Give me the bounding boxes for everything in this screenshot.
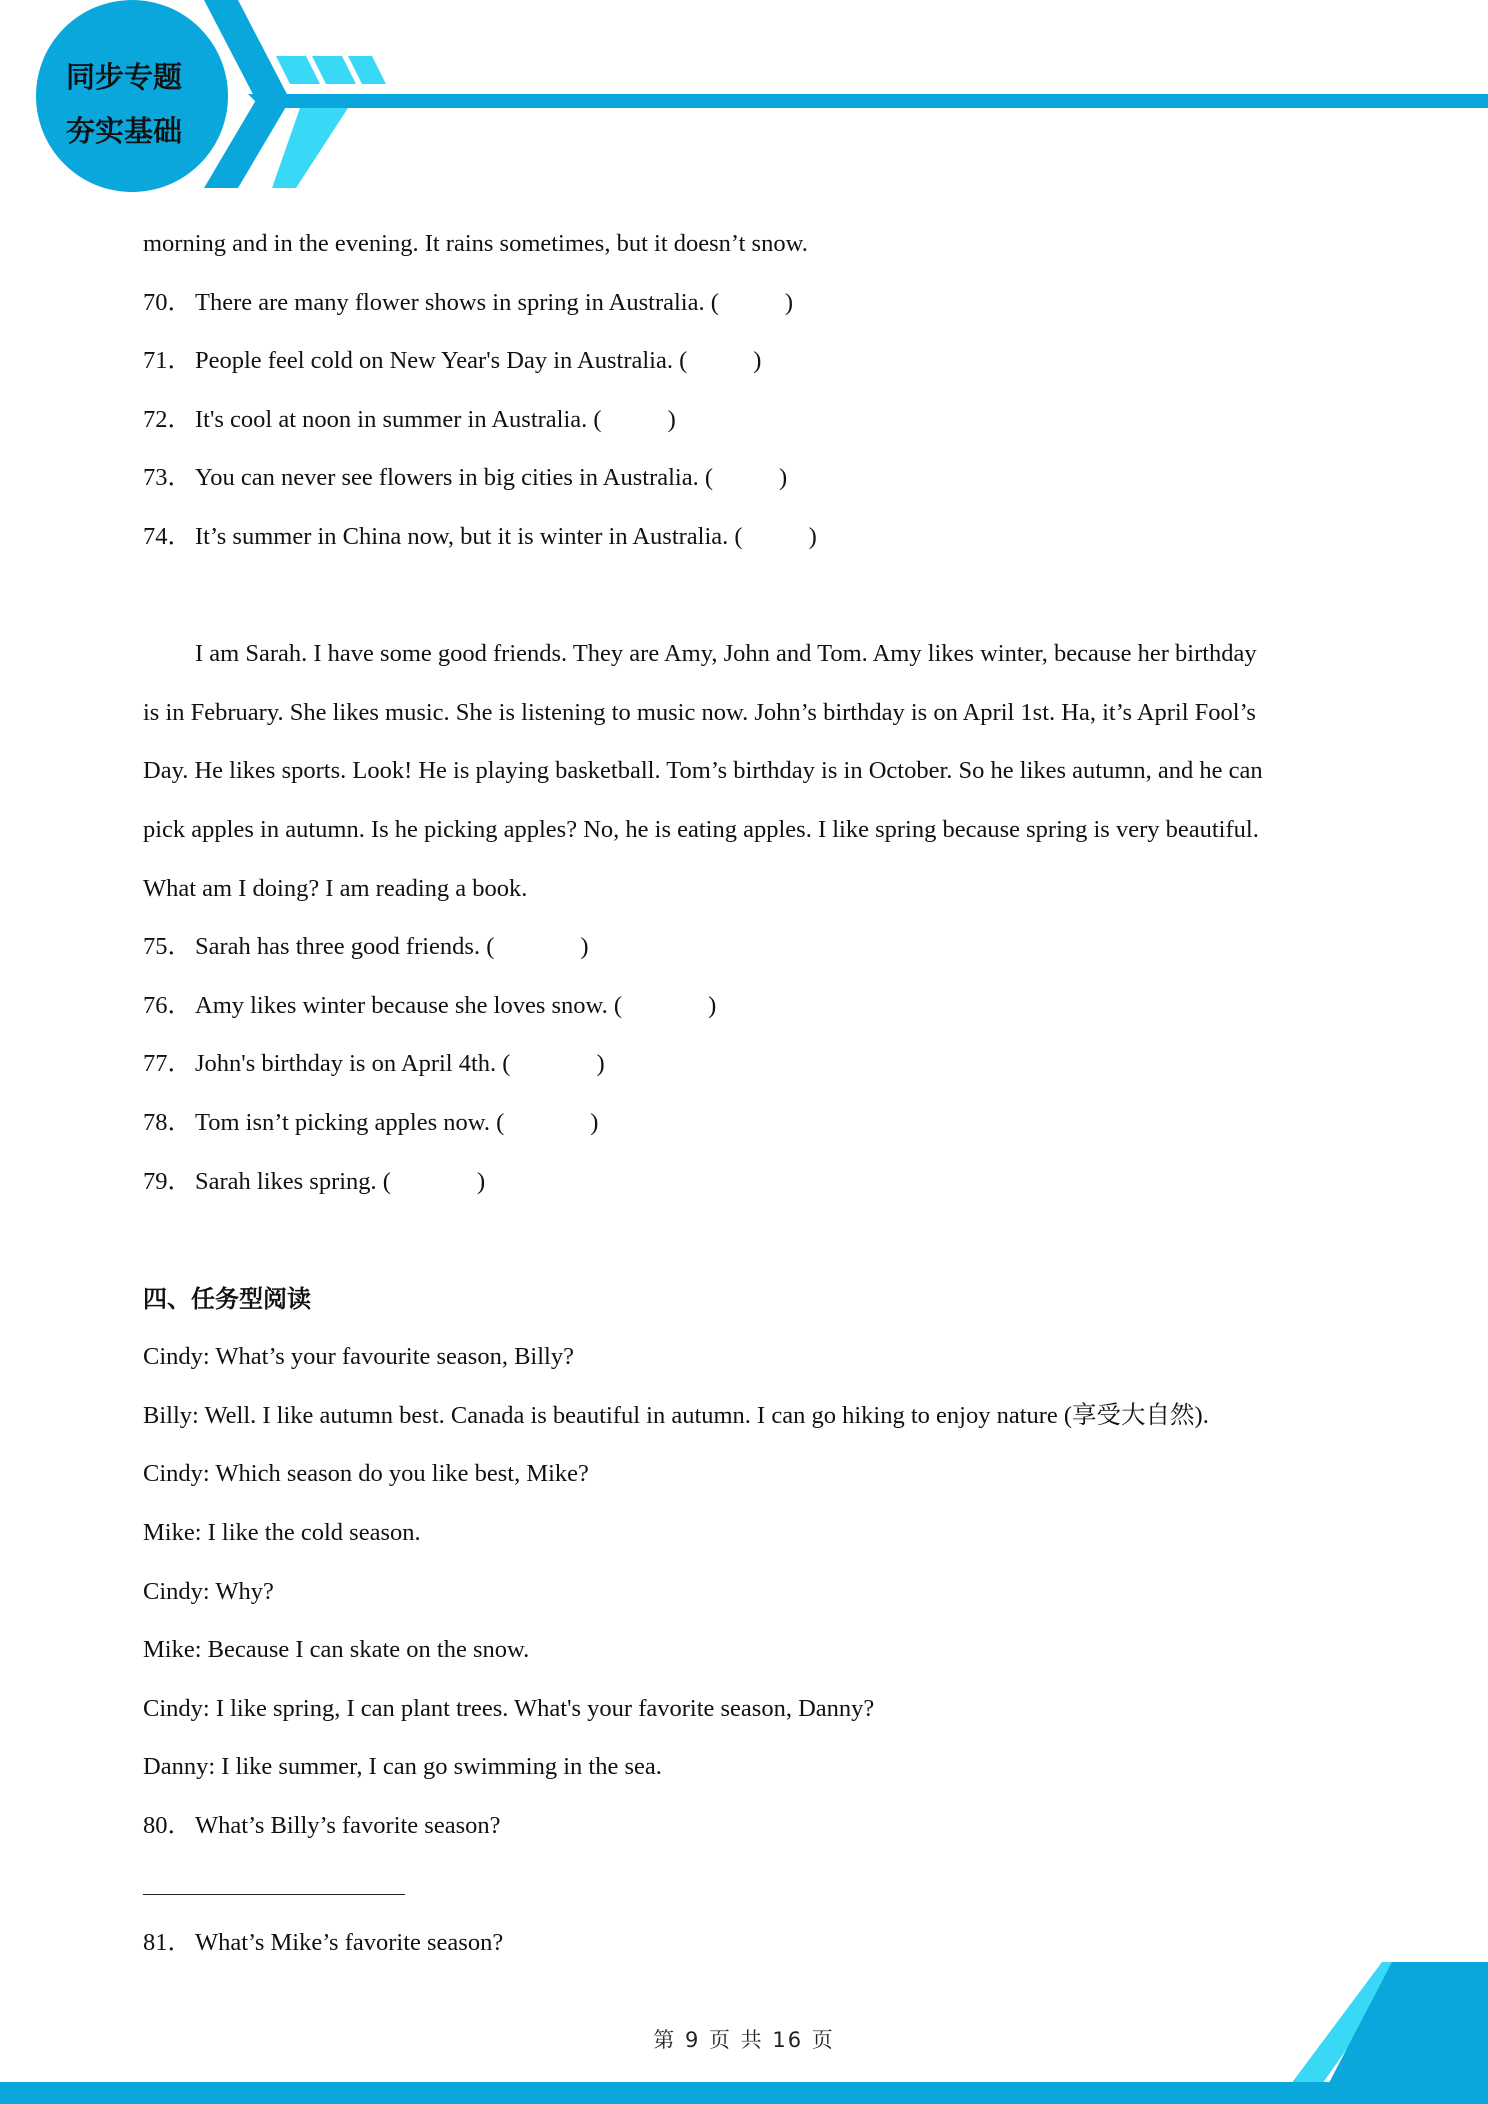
- question-number: 81．: [143, 1929, 192, 1957]
- passage-2-line-1: I am Sarah. I have some good friends. They are Amy, John and Tom. Amy likes winter, because her birthday: [195, 640, 1257, 668]
- passage-2-line-3: Day. He likes sports. Look! He is playing basketball. Tom’s birthday is in October. So he likes autumn, and he can: [143, 757, 1263, 785]
- footer-bar: [0, 2082, 1488, 2104]
- dialogue-line: Danny: I like summer, I can go swimming in the sea.: [143, 1753, 662, 1781]
- question-77: 77． John's birthday is on April 4th. ( ): [143, 1039, 1353, 1098]
- dialogue-line: Cindy: I like spring, I can plant trees. What's your favorite season, Danny?: [143, 1694, 875, 1722]
- dialogue-line: Mike: I like the cold season.: [143, 1519, 421, 1547]
- question-text: There are many flower shows in spring in Australia. (: [195, 288, 719, 316]
- dialogue-line: Cindy: Which season do you like best, Mike?: [143, 1460, 589, 1488]
- question-72: 72． It's cool at noon in summer in Australia. ( ): [143, 395, 1353, 454]
- question-text: Tom isn’t picking apples now. (: [195, 1108, 505, 1136]
- spacer: [143, 571, 1353, 630]
- answer-line-80[interactable]: [143, 1860, 405, 1895]
- header-chevron-light: [272, 108, 348, 188]
- question-text: You can never see flowers in big cities in Australia. (: [195, 464, 714, 492]
- question-text: People feel cold on New Year's Day in Australia. (: [195, 347, 688, 375]
- answer-line-80-row: [143, 1860, 1353, 1919]
- badge-line-2: 夯实基础: [65, 114, 182, 148]
- question-number: 74．: [143, 522, 192, 550]
- header-bar: [248, 94, 1488, 108]
- spacer: [143, 1215, 1353, 1274]
- question-number: 70．: [143, 288, 192, 316]
- question-75: 75． Sarah has three good friends. ( ): [143, 922, 1353, 981]
- question-73: 73． You can never see flowers in big cities in Australia. ( ): [143, 453, 1353, 512]
- dialogue-line: Mike: Because I can skate on the snow.: [143, 1636, 530, 1664]
- question-number: 79．: [143, 1167, 192, 1195]
- question-number: 72．: [143, 405, 192, 433]
- section-title: 四、任务型阅读: [143, 1284, 311, 1313]
- page-content: [143, 219, 1353, 1977]
- question-text: Sarah likes spring. (: [195, 1167, 391, 1195]
- passage-1-tail: morning and in the evening. It rains sometimes, but it doesn’t snow.: [143, 230, 808, 257]
- question-text: It's cool at noon in summer in Australia. (: [195, 405, 602, 433]
- stripe-1: [276, 56, 320, 84]
- dialogue-line: Cindy: What’s your favourite season, Billy?: [143, 1343, 574, 1371]
- question-number: 78．: [143, 1108, 192, 1136]
- question-71: 71． People feel cold on New Year's Day in Australia. ( ): [143, 336, 1353, 395]
- question-76: 76． Amy likes winter because she loves snow. ( ): [143, 981, 1353, 1040]
- question-80: [143, 1801, 1353, 1860]
- question-number: 75．: [143, 933, 192, 961]
- question-78: 78． Tom isn’t picking apples now. ( ): [143, 1098, 1353, 1157]
- question-text: John's birthday is on April 4th. (: [195, 1050, 511, 1078]
- question-number: 77．: [143, 1050, 192, 1078]
- stripe-2: [312, 56, 356, 84]
- question-number: 80．: [143, 1812, 192, 1840]
- badge-line-1: 同步专题: [65, 60, 182, 94]
- question-text: What’s Mike’s favorite season?: [195, 1929, 504, 1957]
- question-79: 79． Sarah likes spring. ( ): [143, 1157, 1353, 1216]
- passage-2-line-2: is in February. She likes music. She is listening to music now. John’s birthday is on April 1st. Ha, it’s April Fool’s: [143, 698, 1256, 726]
- question-text: Amy likes winter because she loves snow. (: [195, 991, 623, 1019]
- page-number: 第 9 页 共 16 页: [653, 2028, 835, 2052]
- question-70: 70． There are many flower shows in spring in Australia. ( ): [143, 278, 1353, 337]
- question-74: 74． It’s summer in China now, but it is winter in Australia. ( ): [143, 512, 1353, 571]
- question-number: 73．: [143, 464, 192, 492]
- passage-2-line-4: pick apples in autumn. Is he picking apples? No, he is eating apples. I like spring because spring is very beautiful.: [143, 815, 1259, 843]
- question-number: 76．: [143, 991, 192, 1019]
- question-text: It’s summer in China now, but it is winter in Australia. (: [195, 522, 743, 550]
- question-number: 71．: [143, 347, 192, 375]
- header-decoration: [0, 0, 1488, 200]
- dialogue-line: Cindy: Why?: [143, 1577, 274, 1605]
- header-badge: [36, 50, 212, 158]
- question-text: Sarah has three good friends. (: [195, 933, 495, 961]
- question-text: What’s Billy’s favorite season?: [195, 1812, 501, 1840]
- dialogue-line: Billy: Well. I like autumn best. Canada is beautiful in autumn. I can go hiking to enjoy nature (享受大自然).: [143, 1401, 1209, 1429]
- passage-2-line-5: What am I doing? I am reading a book.: [143, 874, 528, 902]
